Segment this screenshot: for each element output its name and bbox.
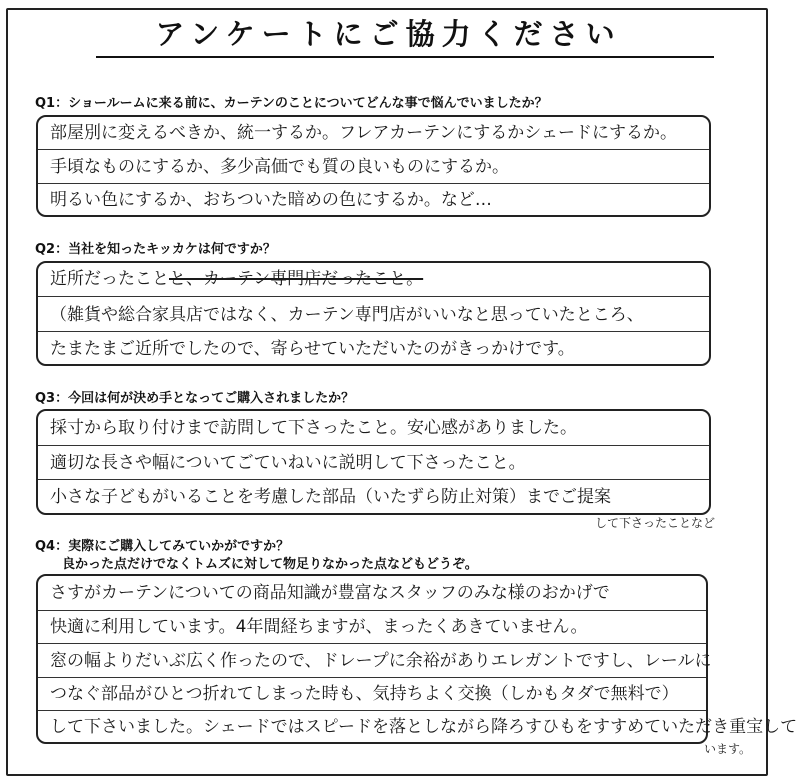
question-3: Q3：今回は何が決め手となってご購入されましたか？ [35, 391, 355, 406]
answer-4-line-2: 快適に利用しています。4年間経ちますが、まったくあきていません。 [50, 617, 588, 637]
answer-1-line-3: 明るい色にするか、おちついた暗めの色にするか。など… [50, 190, 492, 210]
ruled-line [38, 479, 709, 480]
ruled-line [38, 643, 706, 644]
answer-2-text: 近所だったこと [50, 269, 169, 289]
answer-4-overflow-note: います。 [704, 742, 752, 756]
answer-3-line-3: 小さな子どもがいることを考慮した部品（いたずら防止対策）までご提案 [50, 487, 611, 507]
answer-3-overflow-note: して下さったことなど [595, 516, 716, 530]
ruled-line [38, 296, 709, 297]
answer-box-1 [36, 115, 711, 217]
ruled-line [38, 610, 706, 611]
answer-1-line-1: 部屋別に変えるべきか、統一するか。フレアカーテンにするかシェードにするか。 [50, 123, 677, 143]
answer-4-line-3: 窓の幅よりだいぶ広く作ったので、ドレープに余裕がありエレガントですし、レールに [50, 651, 712, 671]
question-4-sub: 良かった点だけでなくトムズに対して物足りなかった点などもどうぞ。 [62, 557, 478, 572]
answer-4-line-4: つなぐ部品がひとつ折れてしまった時も、気持ちよく交換（しかもタダで無料で） [50, 684, 679, 704]
question-1: Q1：ショールームに来る前に、カーテンのことについてどんな事で悩んでいましたか？ [35, 96, 548, 111]
ruled-line [38, 183, 709, 184]
answer-2-line-2: （雑貨や総合家具店ではなく、カーテン専門店がいいなと思っていたところ、 [50, 305, 644, 325]
answer-box-2 [36, 261, 711, 366]
ruled-line [38, 445, 709, 446]
answer-4-line-1: さすがカーテンについての商品知識が豊富なスタッフのみな様のおかげで [50, 583, 610, 603]
ruled-line [38, 331, 709, 332]
answer-2-line-3: たまたまご近所でしたので、寄らせていただいたのがきっかけです。 [50, 339, 575, 359]
title-underline [96, 56, 714, 58]
answer-4-line-5: して下さいました。シェードではスピードを落としながら降ろすひもをすすめていただき重宝して [50, 717, 797, 737]
ruled-line [38, 710, 706, 711]
survey-title: アンケートにご協力ください [155, 17, 622, 51]
answer-3-line-1: 採寸から取り付けまで訪問して下さったこと。安心感がありました。 [50, 418, 577, 438]
answer-3-line-2: 適切な長さや幅についてごていねいに説明して下さったこと。 [50, 453, 526, 473]
ruled-line [38, 149, 709, 150]
ruled-line [38, 677, 706, 678]
answer-2-line-1 [50, 265, 699, 293]
answer-box-4 [36, 574, 797, 744]
answer-box-3 [36, 409, 711, 515]
answer-1-line-2: 手頃なものにするか、多少高価でも質の良いものにするか。 [50, 157, 509, 177]
struck-text: と、カーテン専門店だったこと。 [169, 269, 424, 289]
question-4: Q4：実際にご購入してみていかがですか？ [35, 539, 290, 554]
question-2: Q2：当社を知ったキッカケは何ですか？ [35, 242, 276, 257]
